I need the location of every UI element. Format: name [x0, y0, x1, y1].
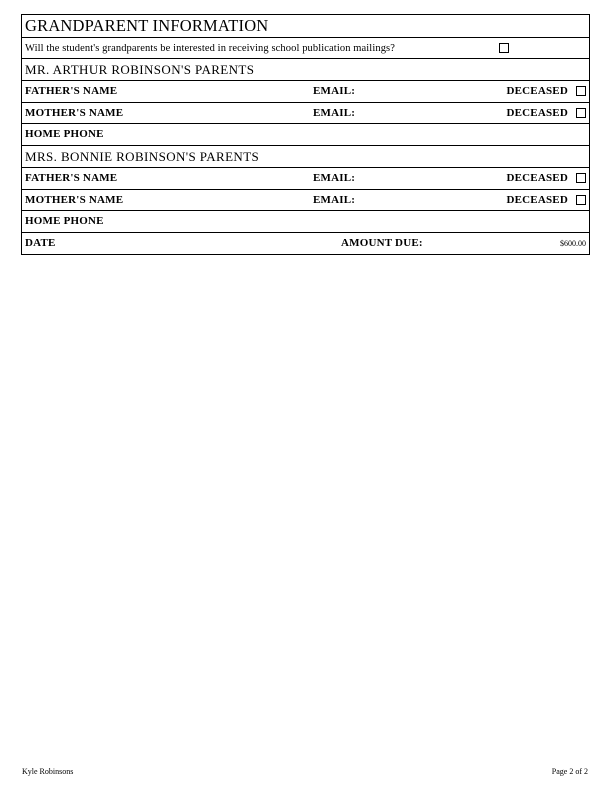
paternal-mother-row: [22, 102, 589, 124]
paternal-home-phone-label: HOME PHONE: [25, 128, 104, 141]
maternal-home-phone-label: HOME PHONE: [25, 215, 104, 228]
paternal-father-row: [22, 80, 589, 102]
maternal-father-row: [22, 167, 589, 189]
section-title: GRANDPARENT INFORMATION: [25, 16, 269, 35]
maternal-father-deceased-checkbox[interactable]: [576, 173, 586, 183]
paternal-father-deceased-checkbox[interactable]: [576, 86, 586, 96]
amount-due-value: $600.00: [560, 238, 586, 248]
maternal-mother-email-label: EMAIL:: [313, 193, 356, 206]
paternal-mother-deceased-checkbox[interactable]: [576, 108, 586, 118]
maternal-mother-deceased-checkbox[interactable]: [576, 195, 586, 205]
maternal-father-label: FATHER'S NAME: [25, 171, 118, 184]
mailing-question: Will the student's grandparents be interested in receiving school publication mailings?: [25, 42, 395, 54]
mailing-checkbox[interactable]: [499, 43, 509, 53]
maternal-father-deceased-label: DECEASED: [506, 171, 568, 184]
maternal-heading-row: [22, 145, 589, 167]
maternal-home-phone-row: [22, 210, 589, 232]
mailing-question-row: [22, 37, 589, 59]
amount-due-label: AMOUNT DUE:: [341, 236, 423, 249]
date-label: DATE: [25, 236, 56, 249]
maternal-father-email-label: EMAIL:: [313, 171, 356, 184]
maternal-mother-deceased-label: DECEASED: [506, 193, 568, 206]
paternal-heading-row: [22, 58, 589, 80]
paternal-mother-deceased-label: DECEASED: [506, 106, 568, 119]
paternal-father-email-label: EMAIL:: [313, 85, 356, 98]
paternal-heading: MR. ARTHUR ROBINSON'S PARENTS: [25, 62, 255, 78]
date-amount-row: [22, 232, 589, 254]
paternal-home-phone-row: [22, 123, 589, 145]
maternal-mother-label: MOTHER'S NAME: [25, 193, 124, 206]
paternal-mother-label: MOTHER'S NAME: [25, 106, 124, 119]
footer-name: Kyle Robinsons: [22, 767, 74, 776]
paternal-father-label: FATHER'S NAME: [25, 85, 118, 98]
section-title-row: [22, 15, 589, 37]
paternal-mother-email-label: EMAIL:: [313, 106, 356, 119]
maternal-heading: MRS. BONNIE ROBINSON'S PARENTS: [25, 149, 260, 165]
grandparent-information-form: [21, 14, 590, 255]
maternal-mother-row: [22, 189, 589, 211]
paternal-father-deceased-label: DECEASED: [506, 85, 568, 98]
footer-page-number: Page 2 of 2: [551, 767, 588, 776]
